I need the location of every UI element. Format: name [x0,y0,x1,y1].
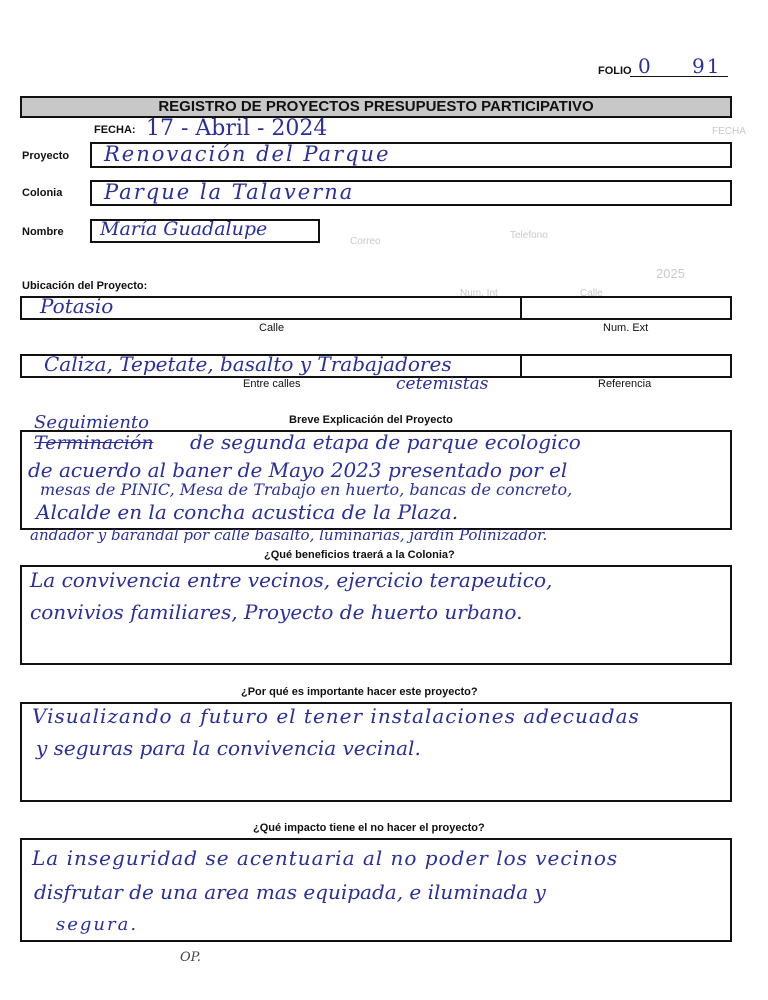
bleed-telefono: Telefono [510,230,548,241]
importancia-line1: Visualizando a futuro el tener instalaciones adecuadas [32,704,640,728]
calle-field[interactable] [20,296,732,320]
bleed-fecha: FECHA [712,126,746,137]
explicacion-line2: de acuerdo al baner de Mayo 2023 presentado por el [28,458,568,482]
impacto-line1: La inseguridad se acentuaria al no poder los vecinos [32,846,619,870]
folio-value: 91 [692,54,722,78]
explicacion-title: Breve Explicación del Proyecto [289,414,453,426]
explicacion-inserted-word: Seguimiento [34,412,149,433]
bleed-num-int: Num. Int [460,288,498,299]
bleed-correo: Correo [350,236,381,247]
explicacion-line4: Alcalde en la concha acustica de la Plaza. [36,500,459,524]
explicacion-line5: andador y barandal por calle basalto, luminarias, jardin Polinizador. [30,526,548,544]
fecha-label: FECHA: [94,124,136,136]
calle-label: Calle [259,322,285,334]
beneficios-line2: convivios familiares, Proyecto de huerto urbano. [30,600,523,624]
importancia-line2: y seguras para la convivencia vecinal. [36,736,421,760]
form-title-bar [20,96,732,118]
form-title: REGISTRO DE PROYECTOS PRESUPUESTO PARTICIPATIVO [158,98,594,115]
importancia-title: ¿Por qué es importante hacer este proyecto? [241,686,478,698]
proyecto-value: Renovación del Parque [104,142,391,166]
colonia-label: Colonia [22,187,63,199]
proyecto-label: Proyecto [22,150,70,162]
num-ext-label: Num. Ext [603,322,649,334]
entre-calles-value: Caliza, Tepetate, basalto y Trabajadores [44,352,452,376]
impacto-title: ¿Qué impacto tiene el no hacer el proyecto? [253,822,485,834]
colonia-value: Parque la Talaverna [104,180,355,204]
explicacion-line3: mesas de PINIC, Mesa de Trabajo en huerto, bancas de concreto, [40,480,573,499]
referencia-label: Referencia [598,378,652,390]
num-ext-divider [520,296,522,320]
fecha-value: 17 - Abril - 2024 [146,116,328,141]
referencia-divider [520,354,522,378]
entre-calles-label: Entre calles [243,378,301,390]
impacto-line2: disfrutar de una area mas equipada, e iluminada y [34,880,546,904]
entre-calles-extra: cetemistas [396,374,489,394]
ubicacion-label: Ubicación del Proyecto: [22,280,148,292]
folio-underline [630,76,728,77]
ubicacion-value: Potasio [40,294,114,318]
explicacion-line1: de segunda etapa de parque ecologico [190,430,581,454]
beneficios-title: ¿Qué beneficios traerá a la Colonia? [264,549,455,561]
folio [598,54,738,82]
explicacion-crossed-word: Terminación [34,432,154,454]
folio-label: FOLIO [598,65,632,77]
beneficios-line1: La convivencia entre vecinos, ejercicio terapeutico, [30,568,553,592]
footer-mark: OP. [180,950,201,965]
bleed-year: 2025 [656,266,685,281]
nombre-label: Nombre [22,226,64,238]
folio-value-prefix: 0 [638,54,651,78]
nombre-value: María Guadalupe [100,218,268,240]
bleed-calle: Calle [580,288,603,299]
impacto-line3: segura. [56,914,139,935]
